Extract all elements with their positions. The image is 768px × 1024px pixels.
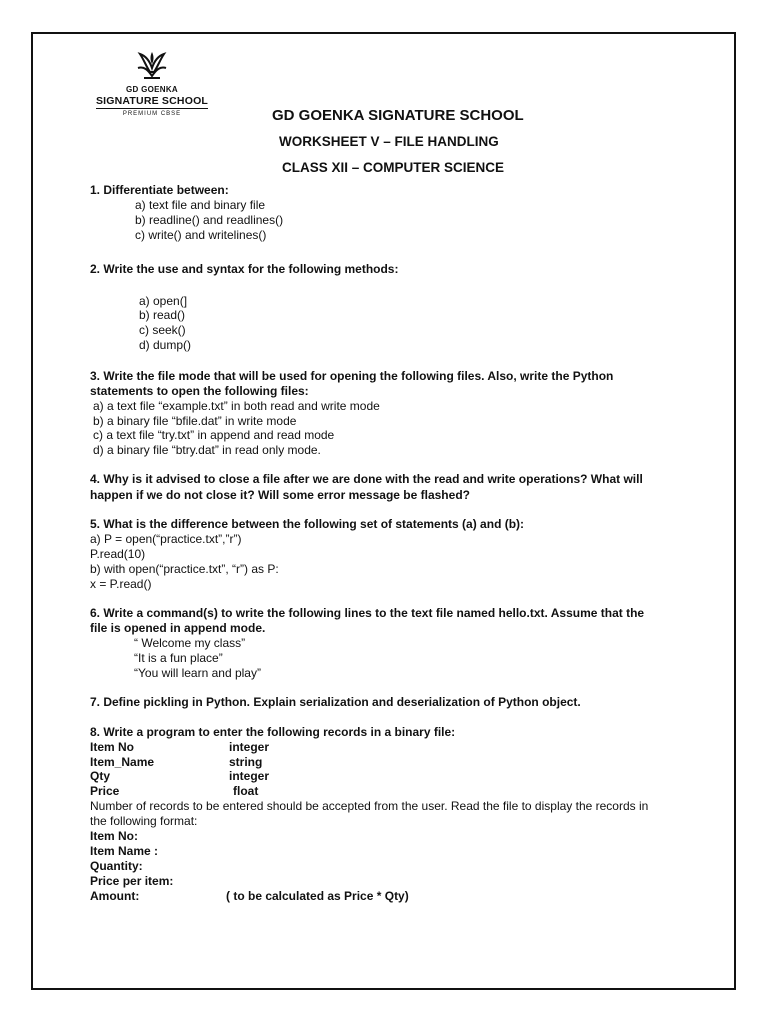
school-logo	[94, 50, 210, 118]
q6-line-2: “It is a fun place”	[134, 651, 223, 665]
school-title: GD GOENKA SIGNATURE SCHOOL	[272, 107, 524, 124]
class-title: CLASS XII – COMPUTER SCIENCE	[282, 160, 505, 175]
q8-paragraph-line-2: the following format:	[90, 814, 198, 828]
q5-line-3: b) with open(“practice.txt”, “r”) as P:	[90, 562, 279, 576]
question-6-line-1: 6. Write a command(s) to write the following lines to the text file named hello.txt. Assume that the	[90, 606, 645, 620]
question-3-line-2: statements to open the following files:	[90, 384, 309, 398]
logo-divider	[96, 108, 208, 109]
format-amount-note: ( to be calculated as Price * Qty)	[226, 889, 409, 903]
q5-line-1: a) P = open(“practice.txt”,”r”)	[90, 532, 242, 546]
question-6-line-2: file is opened in append mode.	[90, 621, 266, 635]
question-2: 2. Write the use and syntax for the following methods:	[90, 262, 399, 276]
field-type: integer	[229, 769, 270, 783]
q1-item-c: c) write() and writelines()	[135, 228, 267, 242]
logo-line-1: GD GOENKA	[125, 85, 179, 94]
q6-line-3: “You will learn and play”	[134, 666, 261, 680]
q2-item-c: c) seek()	[139, 323, 186, 337]
question-5: 5. What is the difference between the following set of statements (a) and (b):	[90, 517, 525, 531]
q1-item-a: a) text file and binary file	[135, 198, 266, 212]
field-name: Price	[90, 784, 120, 798]
field-name: Qty	[90, 769, 111, 783]
question-7: 7. Define pickling in Python. Explain serialization and deserialization of Python object.	[90, 695, 581, 709]
format-quantity: Quantity:	[90, 859, 143, 873]
format-price: Price per item:	[90, 874, 174, 888]
question-4-line-1: 4. Why is it advised to close a file after we are done with the read and write operations? What will	[90, 472, 643, 486]
format-amount: Amount:	[90, 889, 140, 903]
q5-line-2: P.read(10)	[90, 547, 146, 561]
format-item-name: Item Name :	[90, 844, 159, 858]
q1-item-b: b) readline() and readlines()	[135, 213, 284, 227]
q3-item-a: a) a text file “example.txt” in both read and write mode	[93, 399, 380, 413]
q8-paragraph-line-1: Number of records to be entered should be accepted from the user. Read the file to display the records in	[90, 799, 649, 813]
q3-item-d: d) a binary file “btry.dat” in read only mode.	[93, 443, 321, 457]
q3-item-c: c) a text file “try.txt” in append and read mode	[93, 428, 335, 442]
q2-item-d: d) dump()	[139, 338, 192, 352]
question-3-line-1: 3. Write the file mode that will be used for opening the following files. Also, write the Python	[90, 369, 614, 383]
field-type: float	[233, 784, 259, 798]
question-4-line-2: happen if we do not close it? Will some error message be flashed?	[90, 488, 470, 502]
logo-line-3: PREMIUM CBSE	[122, 111, 182, 117]
field-name: Item_Name	[90, 755, 155, 769]
q6-line-1: “ Welcome my class”	[134, 636, 246, 650]
q5-line-4: x = P.read()	[90, 577, 152, 591]
logo-line-2: SIGNATURE SCHOOL	[95, 95, 209, 107]
field-type: string	[229, 755, 263, 769]
worksheet-title: WORKSHEET V – FILE HANDLING	[279, 134, 499, 149]
field-name: Item No	[90, 740, 135, 754]
question-1: 1. Differentiate between:	[90, 183, 229, 197]
school-emblem-icon	[134, 50, 170, 84]
format-item-no: Item No:	[90, 829, 138, 843]
field-type: integer	[229, 740, 270, 754]
q3-item-b: b) a binary file “bfile.dat” in write mode	[93, 414, 297, 428]
question-8: 8. Write a program to enter the following records in a binary file:	[90, 725, 456, 739]
q2-item-a: a) open(]	[139, 294, 188, 308]
q2-item-b: b) read()	[139, 308, 186, 322]
